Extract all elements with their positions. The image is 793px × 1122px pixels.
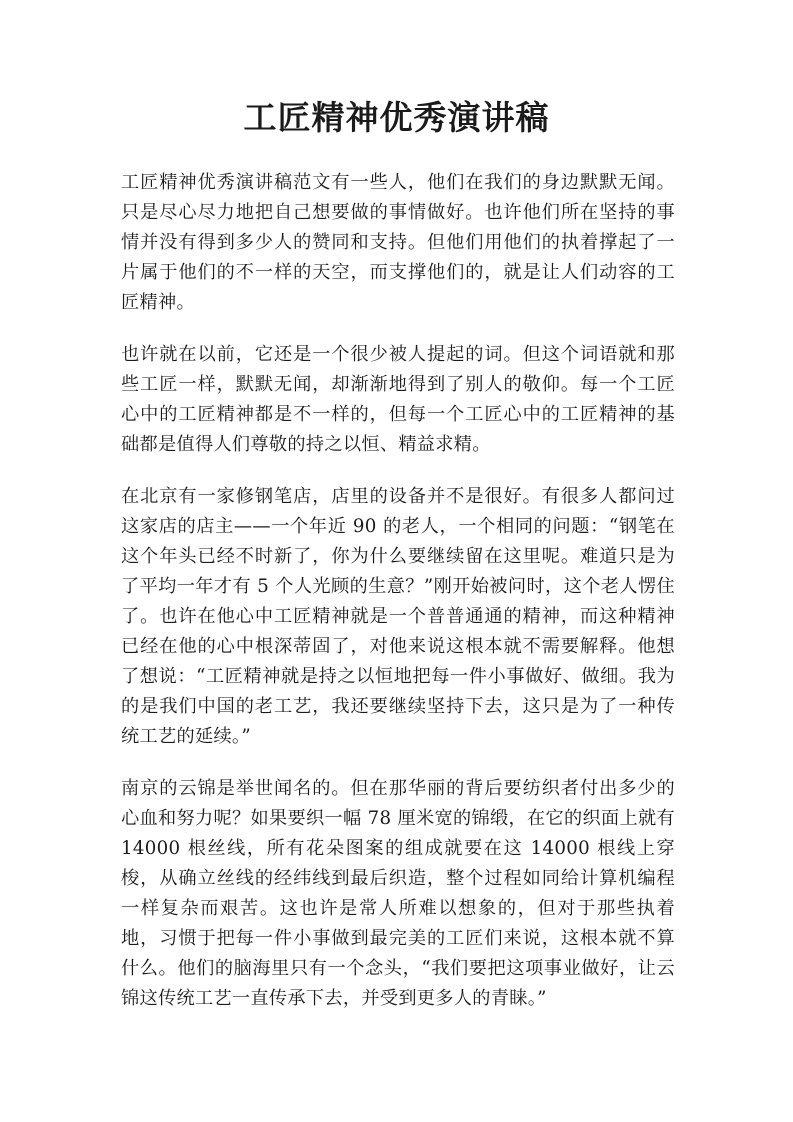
paragraph-2: 也许就在以前，它还是一个很少被人提起的词。但这个词语就和那些工匠一样，默默无闻，却渐渐地得到了别人的敬仰。每一个工匠心中的工匠精神都是不一样的，但每一个工匠心中的工匠精神的基础都是值得人们尊敬的持之以恒、精益求精。 [121,344,675,455]
paragraph-4: 南京的云锦是举世闻名的。但在那华丽的背后要纺织者付出多少的心血和努力呢？如果要织一幅 78 厘米宽的锦缎，在它的织面上就有 14000 根丝线，所有花朵图案的组成就要在这 14000 根线上穿梭，从确立丝线的经纬线到最后织造，整个过程如同给计算机编程一样复杂而艰苦。这也许是常人所难以想象的，但对于那些执着地，习惯于把每一件小事做到最完美的工匠们来说，这根本就不算什么。他们的脑海里只有一个念头，“我们要把这项事业做好，让云锦这传统工艺一直传承下去，并受到更多人的青睐。” [121,778,675,1009]
document-title: 工匠精神优秀演讲稿 [243,98,550,137]
document-body [121,168,675,1036]
paragraph-3: 在北京有一家修钢笔店，店里的设备并不是很好。有很多人都问过这家店的店主——一个年近 90 的老人，一个相同的问题：“钢笔在这个年头已经不时新了，你为什么要继续留在这里呢。难道只是为了平均一年才有 5 个人光顾的生意？”刚开始被问时，这个老人愣住了。也许在他心中工匠精神就是一个普普通通的精神，而这种精神已经在他的心中根深蒂固了，对他来说这根本就不需要解释。他想了想说：“工匠精神就是持之以恒地把每一件小事做好、做细。我为的是我们中国的老工艺，我还要继续坚持下去，这只是为了一种传统工艺的延续。” [121,486,675,747]
paragraph-1: 工匠精神优秀演讲稿范文有一些人，他们在我们的身边默默无闻。只是尽心尽力地把自己想要做的事情做好。也许他们所在坚持的事情并没有得到多少人的赞同和支持。但他们用他们的执着撑起了一片属于他们的不一样的天空，而支撑他们的，就是让人们动容的工匠精神。 [121,172,675,313]
